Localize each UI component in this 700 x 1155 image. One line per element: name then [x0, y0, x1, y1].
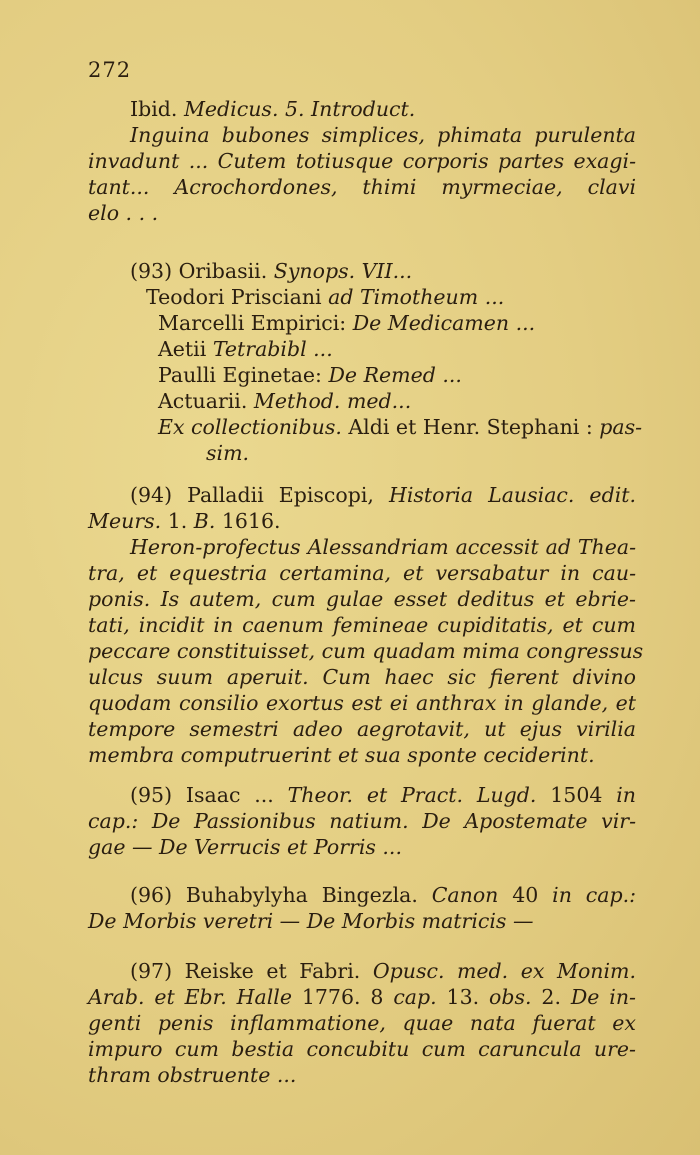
text-line: Actuarii. Method. med...: [158, 389, 412, 413]
text-line: tati, incidit in caenum femineae cupiditatis, et cum: [88, 613, 636, 637]
text-line: Heron-profectus Alessandriam accessit ad Thea-: [130, 535, 636, 559]
text-line: elo . . .: [88, 201, 159, 225]
text-line: membra computruerint et sua sponte ceciderint.: [88, 743, 595, 767]
text-line: (94) Palladii Episcopi, Historia Lausiac. edit.: [130, 483, 637, 507]
text-line: gae — De Verrucis et Porris ...: [88, 835, 402, 859]
text-line: ponis. Is autem, cum gulae esset deditus et ebrie-: [88, 587, 636, 611]
text-line: tempore semestri adeo aegrotavit, ut ejus virilia: [88, 717, 636, 741]
text-line: (96) Buhabylyha Bingezla. Canon 40 in cap.:: [130, 883, 637, 907]
text-line: sim.: [206, 441, 250, 465]
note-94-block: [88, 482, 644, 768]
text-line: (97) Reiske et Fabri. Opusc. med. ex Monim.: [130, 959, 636, 983]
text-line: (93) Oribasii. Synops. VII...: [130, 259, 413, 283]
text-line: Ex collectionibus. Aldi et Henr. Stephani : pas-: [158, 415, 643, 439]
text-line: quodam consilio exortus est ei anthrax in glande, et: [88, 691, 636, 715]
text-line: Inguina bubones simplices, phimata purulenta: [130, 123, 636, 147]
text-line: tra, et equestria certamina, et versabatur in cau-: [88, 561, 636, 585]
ibid-medicus-block: [88, 96, 636, 226]
page-number: 272: [88, 58, 132, 82]
text-line: cap.: De Passionibus natium. De Apostemate vir-: [88, 809, 636, 833]
note-96-block: [88, 882, 636, 934]
note-97-block: [88, 958, 636, 1088]
text-line: peccare constituisset, cum quadam mima congressus: [88, 639, 644, 663]
text-line: Aetii Tetrabibl ...: [158, 337, 333, 361]
text-line: Ibid. Medicus. 5. Introduct.: [130, 97, 416, 121]
text-line: impuro cum bestia concubitu cum caruncula ure-: [88, 1037, 636, 1061]
text-line: ulcus suum aperuit. Cum haec sic fierent divino: [88, 665, 636, 689]
text-line: Arab. et Ebr. Halle 1776. 8 cap. 13. obs. 2. De in-: [88, 985, 636, 1009]
text-line: thram obstruente ...: [88, 1063, 297, 1087]
text-line: genti penis inflammatione, quae nata fuerat ex: [88, 1011, 636, 1035]
text-line: De Morbis veretri — De Morbis matricis —: [88, 909, 534, 933]
text-line: invadunt ... Cutem totiusque corporis partes exagi-: [88, 149, 636, 173]
text-line: Paulli Eginetae: De Remed ...: [158, 363, 462, 387]
text-line: Marcelli Empirici: De Medicamen ...: [158, 311, 536, 335]
text-line: tant... Acrochordones, thimi myrmeciae, clavi: [88, 175, 636, 199]
text-line: (95) Isaac ... Theor. et Pract. Lugd. 1504 in: [130, 783, 636, 807]
text-line: Teodori Prisciani ad Timotheum ...: [146, 285, 505, 309]
note-95-block: [88, 782, 636, 860]
note-93-block: [130, 258, 643, 466]
text-line: Meurs. 1. B. 1616.: [88, 509, 281, 533]
